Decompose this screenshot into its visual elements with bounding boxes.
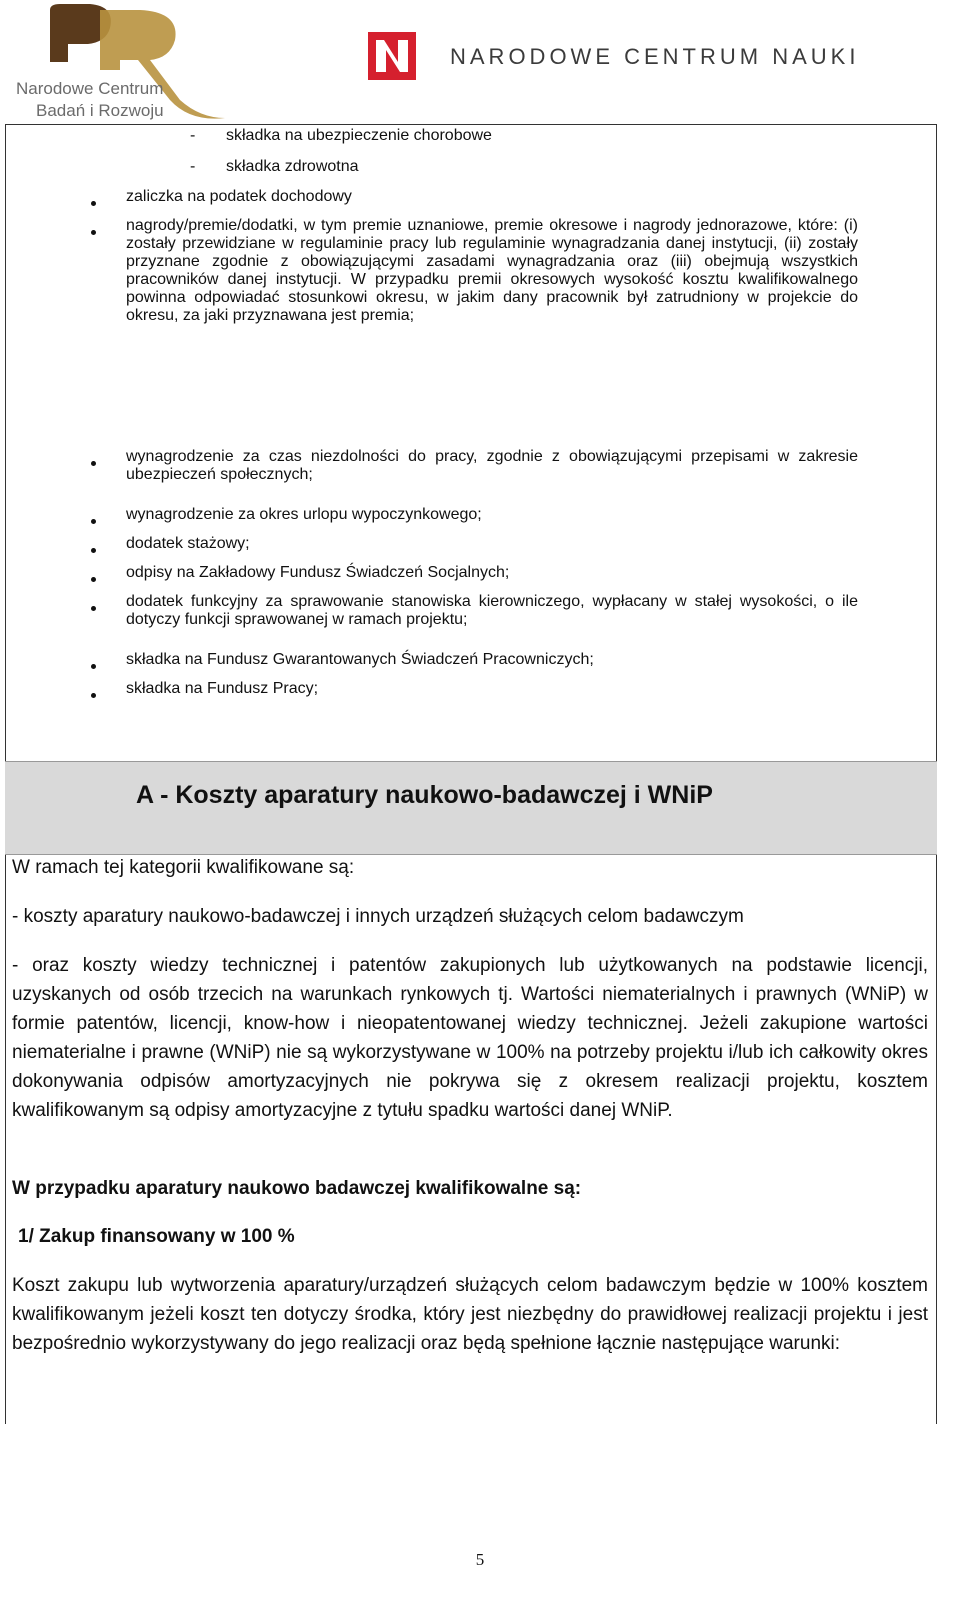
subheading-apparatus: W przypadku aparatury naukowo badawczej kwalifikowalne są: bbox=[12, 1178, 582, 1199]
ncbr-name-line2: Badań i Rozwoju bbox=[36, 101, 164, 120]
list-item: zaliczka na podatek dochodowy bbox=[126, 188, 858, 206]
list-item: nagrody/premie/dodatki, w tym premie uznaniowe, premie okresowe i nagrody jednorazowe, które: (i) zostały przewidziane w regulaminie pracy lub regulaminie wynagradzania danej instytucji, (ii) zostały przyznane zgodnie z obowiązującymi zasadami wynagradzania oraz (iii) obejmują wszystkich pracowników danej instytucji. W przypadku premii okresowych wysokość kosztu kwalifikowalnego powinna odpowiadać stosunkowi okresu, w jakim dany pracownik był zatrudniony w projekcie do okresu, za jaki przyznawana jest premia; bbox=[126, 217, 858, 324]
dash-item-text: składka na ubezpieczenie chorobowe bbox=[226, 127, 492, 144]
ncbr-name-line1: Narodowe Centrum bbox=[16, 79, 164, 98]
list-item: składka na Fundusz Pracy; bbox=[126, 680, 858, 698]
ncbr-logo-letters: BR bbox=[10, 0, 12, 1]
list-item: odpisy na Zakładowy Fundusz Świadczeń Socjalnych; bbox=[126, 564, 858, 582]
list-item: dodatek stażowy; bbox=[126, 535, 858, 553]
list-item: dodatek funkcyjny za sprawowanie stanowiska kierowniczego, wypłacany w stałej wysokości, o ile dotyczy funkcji sprawowanej w ramach projektu; bbox=[126, 593, 858, 628]
list-item: - składka na ubezpieczenie chorobowe bbox=[190, 127, 492, 144]
list-item: wynagrodzenie za okres urlopu wypoczynkowego; bbox=[126, 506, 858, 524]
section-final-paragraph: Koszt zakupu lub wytworzenia aparatury/urządzeń służących celom badawczym będzie w 100% kosztem kwalifikowanym jeżeli koszt ten dotyczy środka, który jest niezbędny do prawidłowej realizacji projektu i jest bezpośrednio wykorzystywany do jego realizacji oraz będą spełnione łącznie następujące warunki: bbox=[12, 1275, 928, 1354]
section-title: A - Koszty aparatury naukowo-badawczej i WNiP bbox=[136, 781, 713, 809]
section-item-wnip: - oraz koszty wiedzy technicznej i patentów zakupionych lub użytkowanych na podstawie licencji, uzyskanych od osób trzecich na warunkach rynkowych tj. Wartości niematerialnych i prawnych (WNiP) w formie patentów, licencji, know-how i nieopatentowanej wiedzy technicznej. Jeżeli zakupione wartości niematerialne i prawne (WNiP) nie są wykorzystywane w 100% na potrzeby projektu i/lub ich całkowity okres dokonywania odpisów amortyzacyjnych nie pokrywa się z okresem realizacji projektu, kosztem kwalifikowanym są odpisy amortyzacyjne z tytułu spadku wartości danej WNiP. bbox=[12, 955, 928, 1121]
ncn-institution-name: NARODOWE CENTRUM NAUKI bbox=[450, 44, 860, 69]
subheading-full-financing: 1/ Zakup finansowany w 100 % bbox=[18, 1226, 295, 1247]
dash-item-text: składka zdrowotna bbox=[226, 158, 359, 175]
page-header bbox=[0, 0, 960, 125]
section-item-apparatus: - koszty aparatury naukowo-badawczej i innych urządzeń służących celom badawczym bbox=[12, 906, 744, 927]
section-intro: W ramach tej kategorii kwalifikowane są: bbox=[12, 857, 355, 878]
page-number: 5 bbox=[475, 1550, 485, 1569]
list-item: - składka zdrowotna bbox=[190, 158, 359, 175]
ncn-logo-icon bbox=[368, 32, 416, 80]
list-item: wynagrodzenie za czas niezdolności do pracy, zgodnie z obowiązującymi przepisami w zakresie ubezpieczeń społecznych; bbox=[126, 448, 858, 483]
list-item: składka na Fundusz Gwarantowanych Świadczeń Pracowniczych; bbox=[126, 651, 858, 669]
